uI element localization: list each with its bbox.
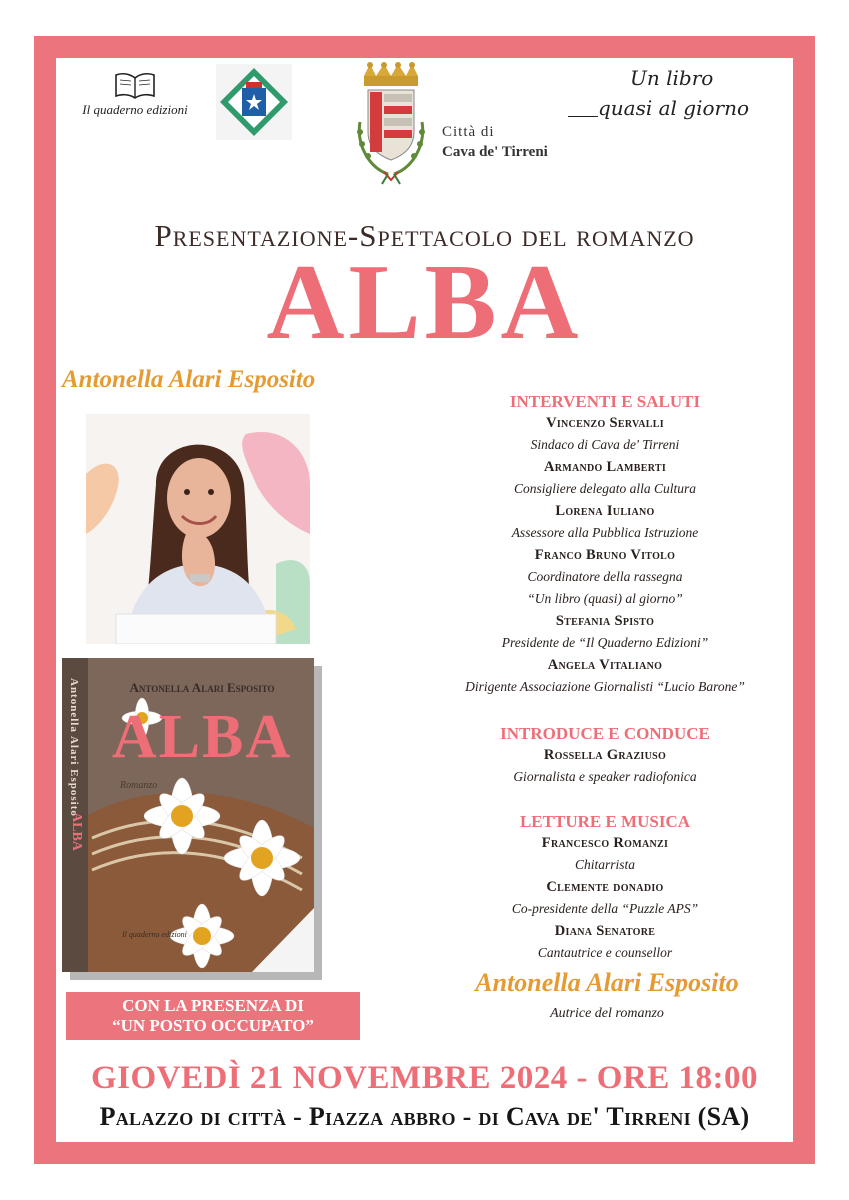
person-name: Vincenzo Servalli — [546, 415, 664, 431]
association-logo — [216, 64, 292, 140]
presence-line2: “UN POSTO OCCUPATO” — [112, 1016, 314, 1035]
person-role: Giornalista e speaker radiofonica — [513, 769, 697, 784]
person-role: Chitarrista — [574, 857, 636, 872]
person-name: Rossella Graziuso — [543, 747, 667, 763]
person-name: Armando Lamberti — [543, 459, 667, 475]
association-logo-icon — [216, 64, 292, 140]
city-name — [442, 122, 548, 162]
presence-line1: CON LA PRESENZA DI — [122, 996, 304, 1015]
author-photo — [86, 414, 310, 644]
person-role: Sindaco di Cava de' Tirreni — [530, 437, 680, 452]
book-cover-face — [62, 658, 314, 972]
book-publisher: Il quaderno edizioni — [122, 930, 187, 939]
section-letture — [410, 812, 800, 964]
series-logo — [568, 66, 800, 130]
person-name: Francesco Romanzi — [541, 835, 669, 851]
author-portrait-icon — [86, 414, 310, 644]
poster-title: ALBA — [266, 243, 583, 362]
city-line2: Cava de' Tirreni — [442, 144, 548, 160]
person-name: Clemente donadio — [546, 879, 664, 895]
person-name: Diana Senatore — [554, 923, 656, 939]
section-heading: INTRODUCE E CONDUCE — [500, 724, 710, 743]
event-date: GIOVEDÌ 21 NOVEMBRE 2024 - ORE 18:00 — [90, 1060, 759, 1096]
publisher-logo — [80, 70, 190, 118]
series-line2: quasi al giorno — [598, 96, 750, 120]
person-role: Dirigente Associazione Giornalisti “Lucio Barone” — [465, 679, 745, 694]
book-spine-title: ALBA — [69, 812, 84, 851]
author-name-bottom: Antonella Alari Esposito — [475, 968, 739, 997]
book-subtitle: Romanzo — [120, 780, 158, 791]
author-name-top: Antonella Alari Esposito — [62, 366, 316, 393]
city-crest-icon — [348, 62, 434, 190]
event-venue: Palazzo di città - Piazza abbro - di Cava de' Tirreni (SA) — [99, 1102, 750, 1131]
headline: Presentazione-Spettacolo del romanzo — [154, 218, 695, 253]
person-name: Franco Bruno Vitolo — [534, 547, 676, 563]
person-role: Cantautrice e counsellor — [537, 945, 673, 960]
person-name: Angela Vitaliano — [547, 657, 663, 673]
section-conduce — [410, 724, 800, 788]
person-role-extra: “Un libro (quasi) al giorno” — [527, 591, 683, 606]
person-role: Coordinatore della rassegna — [527, 569, 683, 584]
section-heading: INTERVENTI E SALUTI — [509, 392, 701, 411]
section-heading: LETTURE E MUSICA — [519, 812, 691, 831]
author-role: Autrice del romanzo — [550, 1006, 664, 1021]
publisher-name: Il quaderno edizioni — [82, 102, 188, 117]
person-name: Stefania Spisto — [555, 613, 655, 629]
open-book-icon — [113, 70, 157, 100]
person-role: Consigliere delegato alla Cultura — [513, 481, 697, 496]
presence-banner — [66, 992, 360, 1040]
book-author: Antonella Alari Esposito — [129, 680, 275, 695]
person-role: Co-presidente della “Puzzle APS” — [511, 901, 699, 916]
series-line1: Un libro — [630, 66, 714, 90]
person-role: Presidente de “Il Quaderno Edizioni” — [501, 635, 709, 650]
series-rule-left — [568, 116, 598, 117]
person-role: Assessore alla Pubblica Istruzione — [511, 525, 699, 540]
section-interventi — [410, 392, 800, 698]
book-spine-author: Antonella Alari Esposito — [68, 678, 80, 817]
city-line1: Città di — [442, 124, 495, 140]
book-cover — [62, 658, 322, 980]
book-title: ALBA — [111, 703, 293, 771]
person-name: Lorena Iuliano — [555, 503, 655, 519]
city-crest — [348, 62, 434, 190]
